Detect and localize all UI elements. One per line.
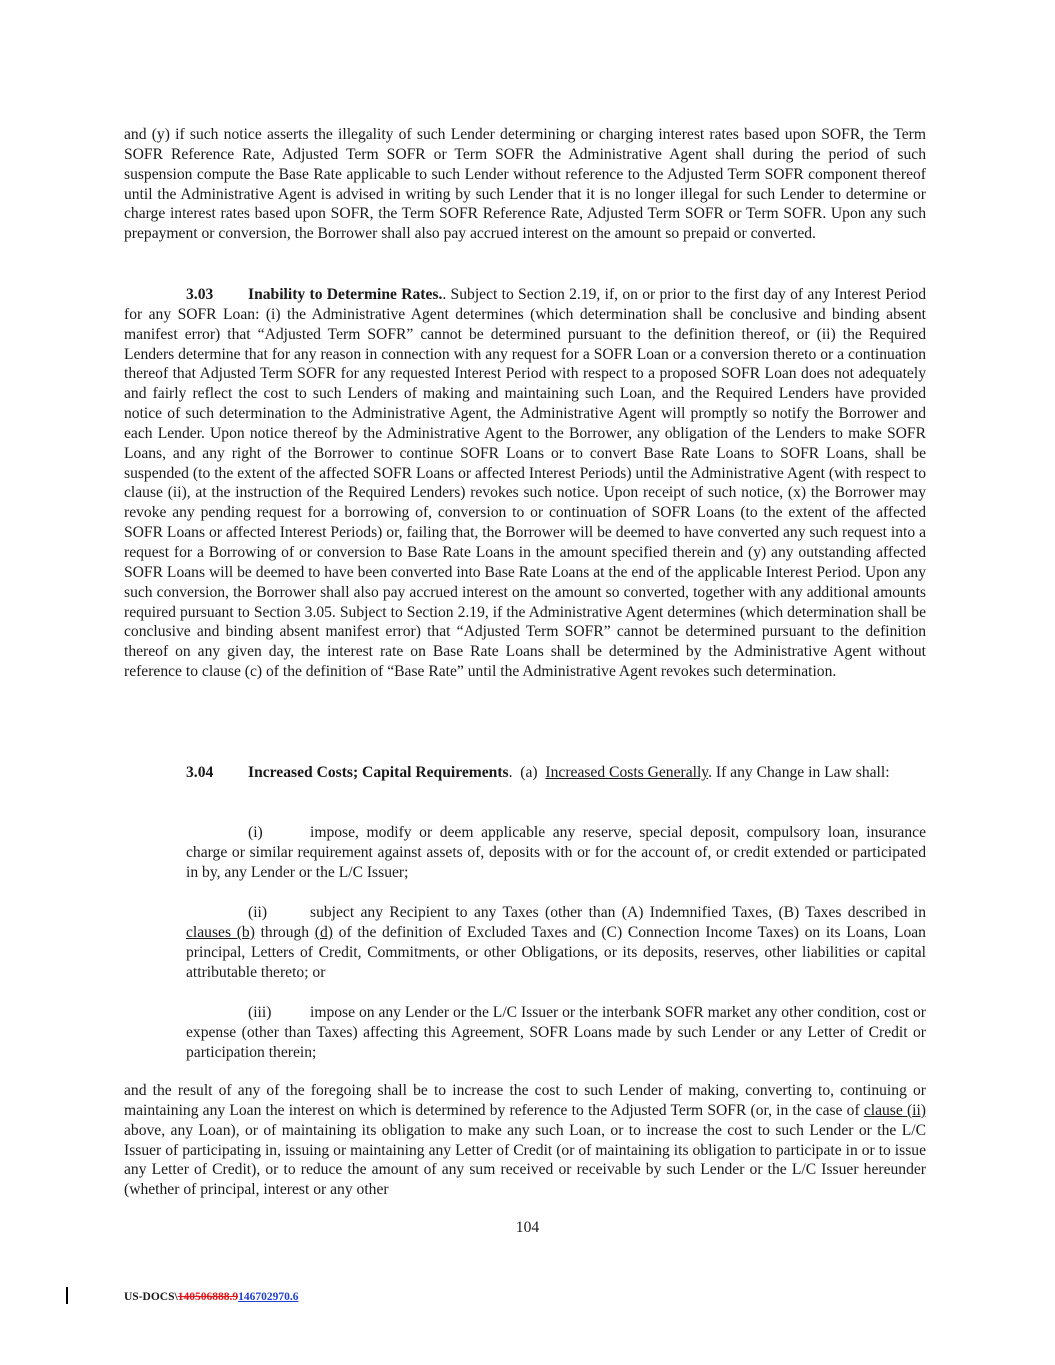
section-number: 3.03: [186, 286, 214, 303]
clause-text: of the definition of Excluded Taxes and (C) Connection Income Taxes) on its Loans, Loan principal, Letters of Credit, Commitments, or other Obligations, or its deposits, reserves, other liabilities or capital attributable thereto; or: [186, 923, 926, 981]
section-body: . If any Change in Law shall:: [708, 764, 890, 781]
clause-text: subject any Recipient to any Taxes (other than (A) Indemnified Taxes, (B) Taxes described in: [310, 904, 926, 921]
clause-text: impose, modify or deem applicable any reserve, special deposit, compulsory loan, insurance charge or similar requirement against assets of, deposits with or for the account of, or credit extended or participated in by, any Lender or the L/C Issuer;: [186, 824, 926, 881]
clause-ii: [186, 903, 926, 982]
clause-text: impose on any Lender or the L/C Issuer or the interbank SOFR market any other condition, cost or expense (other than Taxes) affecting this Agreement, SOFR Loans made by such Lender or any Letter of Credit or participation therein;: [186, 1004, 926, 1061]
paragraph-text: and the result of any of the foregoing shall be to increase the cost to such Lender of making, converting to, continuing or maintaining any Loan the interest on which is determined by reference to the Adjusted Term SOFR (or, in the case of: [124, 1082, 926, 1119]
clause-reference: clauses (b): [186, 923, 255, 941]
deleted-doc-id: 140506888.9: [177, 1291, 239, 1303]
document-id-footer: [124, 1290, 298, 1304]
section-heading: Inability to Determine Rates.: [248, 286, 443, 303]
clause-label: (iii): [248, 1004, 272, 1021]
subheading: Increased Costs Generally: [545, 764, 709, 781]
clause-reference: (d): [314, 923, 333, 941]
change-bar: [66, 1287, 68, 1304]
clause-label: (i): [248, 824, 263, 841]
clause-reference: clause (ii): [863, 1101, 926, 1119]
clause-text: through: [254, 923, 315, 941]
section-3-03: [124, 285, 926, 682]
clause-iii: [186, 1003, 926, 1063]
paragraph-continuation: and (y) if such notice asserts the illegality of such Lender determining or charging interest rates based upon SOFR, the Term SOFR Reference Rate, Adjusted Term SOFR or Term SOFR the Administrative Agent shall during the period of such suspension compute the Base Rate applicable to such Lender without reference to the Adjusted Term SOFR component thereof until the Administrative Agent is advised in writing by such Lender that it is no longer illegal for such Lender to determine or charge interest rates based upon SOFR, the Term SOFR Reference Rate, Adjusted Term SOFR or Term SOFR. Upon any such prepayment or conversion, the Borrower shall also pay accrued interest on the amount so prepaid or converted.: [124, 126, 926, 243]
page-number: 104: [515, 1219, 540, 1236]
clause-label: (ii): [248, 904, 268, 921]
footer-prefix: US-DOCS\: [124, 1291, 178, 1303]
clause-i: [186, 823, 926, 883]
section-3-04: [124, 763, 926, 783]
paragraph-text: above, any Loan), or of maintaining its obligation to make any such Loan, or to increase the cost to such Lender or the L/C Issuer of participating in, issuing or maintaining any Letter of Credit (or of maintaining its obligation to participate in or to issue any Letter of Credit), or to reduce the amount of any sum received or receivable by such Lender or the L/C Issuer hereunder (whether of principal, interest or any other: [124, 1121, 926, 1199]
paragraph-result: [124, 1081, 926, 1200]
section-body: . Subject to Section 2.19, if, on or prior to the first day of any Interest Period for any SOFR Loan: (i) the Administrative Agent determines (which determination shall be conclusive and binding absent manifest error) that “Adjusted Term SOFR” cannot be determined pursuant to the definition thereof, or (ii) the Required Lenders determine that for any reason in connection with any request for a SOFR Loan or a conversion thereto or a continuation thereof that Adjusted Term SOFR for any requested Interest Period with respect to a proposed SOFR Loan does not adequately and fairly reflect the cost to such Lenders of making and maintaining such Loan, and the Required Lenders have provided notice of such determination to the Administrative Agent, the Administrative Agent will promptly so notify the Borrower and each Lender. Upon notice thereof by the Administrative Agent to the Borrower, any obligation of the Lenders to make SOFR Loans, and any right of the Borrower to continue SOFR Loans or to convert Base Rate Loans to SOFR Loans, shall be suspended (to the extent of the affected SOFR Loans or affected Interest Periods) until the Administrative Agent (with respect to clause (ii), at the instruction of the Required Lenders) revokes such notice. Upon receipt of such notice, (x) the Borrower may revoke any pending request for a borrowing of, conversion to or continuation of SOFR Loans (to the extent of the affected SOFR Loans or affected Interest Periods) or, failing that, the Borrower will be deemed to have converted any such request into a request for a Borrowing of or conversion to Base Rate Loans in the amount specified therein and (y) any outstanding affected SOFR Loans will be deemed to have been converted into Base Rate Loans at the end of the applicable Interest Period. Upon any such conversion, the Borrower shall also pay accrued interest on the amount so converted, together with any additional amounts required pursuant to Section 3.05. Subject to Section 2.19, if the Administrative Agent determines (which determination shall be conclusive and binding absent manifest error) that “Adjusted Term SOFR” cannot be determined pursuant to the definition thereof on any given day, the interest rate on Base Rate Loans shall be determined by the Administrative Agent without reference to clause (c) of the definition of “Base Rate” until the Administrative Agent revokes such determination.: [124, 286, 927, 681]
heading-separator: . (a): [508, 764, 546, 781]
inserted-doc-id: 146702970.6: [238, 1291, 299, 1303]
section-number: 3.04: [186, 764, 214, 781]
section-heading: Increased Costs; Capital Requirements: [248, 764, 509, 781]
